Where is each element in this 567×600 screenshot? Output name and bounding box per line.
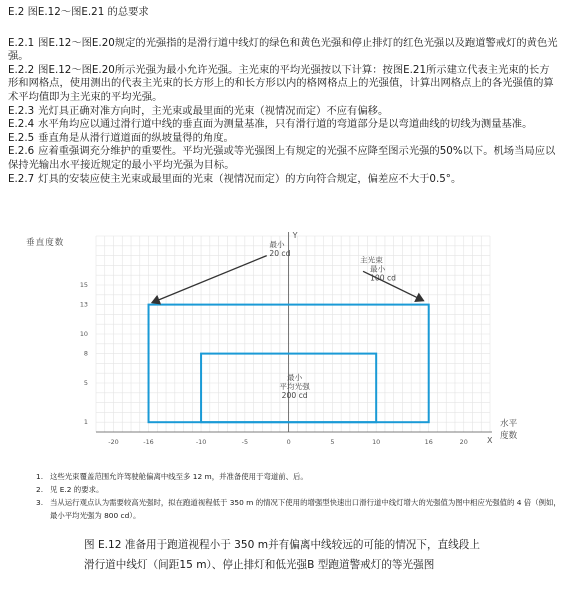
- note-text: 这些光束覆盖范围允许驾驶舱偏离中线至多 12 m，并准备使用于弯道前、后。: [50, 472, 308, 481]
- paragraph-number: E.2.7: [8, 172, 35, 185]
- paragraph-text: 垂直角是从滑行道道面的纵坡量得的角度。: [38, 131, 234, 144]
- notes-list: [36, 470, 561, 522]
- x-axis-letter: X: [487, 436, 493, 445]
- note-number: 2.: [36, 485, 44, 494]
- annotation-text: 最小: [370, 264, 386, 274]
- paragraph: [8, 64, 559, 105]
- paragraph-number: E.2.5: [8, 131, 35, 144]
- caption-line-2: 滑行道中线灯（间距15 m）、停止排灯和低光强B 型跑道警戒灯的等光强图: [84, 559, 435, 571]
- paragraph: [8, 132, 559, 146]
- x-tick-label: 16: [424, 438, 433, 446]
- note-text: 见 E.2 的要求。: [50, 485, 104, 494]
- note-number: 1.: [36, 472, 44, 481]
- x-tick-label: -16: [143, 438, 154, 446]
- note-item: [36, 496, 561, 522]
- x-tick-label: -5: [241, 438, 249, 446]
- annotation-text: 最小: [287, 373, 303, 383]
- paragraph-text: 灯具的安装应使主光束或最里面的光束（视情况而定）的方向符合规定，偏差应不大于0.5°。: [38, 172, 462, 185]
- x-tick-label: -20: [108, 438, 119, 446]
- annotation-text: 平均光强: [279, 382, 310, 392]
- note-item: [36, 470, 561, 483]
- paragraph: [8, 173, 559, 187]
- paragraph-text: 水平角均应以通过滑行道中线的垂直面为测量基准，只有滑行道的弯道部分是以弯道曲线的切线为测量基准。: [38, 118, 533, 131]
- annotation-text: 200 cd: [281, 391, 308, 401]
- paragraph-text: 光灯具正确对准方向时，主光束或最里面的光束（视情况而定）不应有偏移。: [38, 104, 389, 117]
- paragraph-list: [8, 37, 559, 187]
- paragraph-text: 图E.12～图E.20所示光强为最小允许光强。主光束的平均光强按以下计算：按图E.21所示建立代表主光束的长方形和网格点，使用测出的代表主光束的长方形上的和长方形以内的格网格点上的光强值，计算出网格点上的各光强值的算术平均值即为主光束的平均光强。: [8, 63, 554, 103]
- paragraph-number: E.2.6: [8, 145, 35, 158]
- y-tick-label: 1: [83, 418, 88, 427]
- x-tick-label: 0: [286, 438, 291, 446]
- y-tick-label: 5: [83, 379, 88, 387]
- note-number: 3.: [36, 498, 44, 507]
- y-tick-label: 8: [83, 349, 88, 358]
- y-axis-letter: Y: [292, 231, 298, 240]
- note-text: 当从运行观点认为需要较高光强时，拟在跑道视程低于 350 m 的情况下使用的增强型快速出口滑行道中线灯增大的光强值为图中相应光强值的 4 倍（例如，最小平均光强为 800 cd）。: [50, 498, 561, 520]
- y-tick-label: 15: [79, 281, 88, 289]
- figure-caption: [0, 535, 567, 575]
- document-body: [8, 6, 559, 186]
- paragraph: [8, 145, 559, 172]
- annotation-text: 最小: [269, 239, 285, 249]
- paragraph-number: E.2.2: [8, 63, 35, 76]
- annotation-text: 20 cd: [269, 248, 291, 258]
- chart-svg: [0, 226, 567, 456]
- paragraph-number: E.2.3: [8, 104, 35, 117]
- isocandela-chart: [0, 226, 567, 456]
- annotation-text: 100 cd: [370, 273, 396, 283]
- annotation-text: 主光束: [360, 255, 383, 265]
- paragraph: [8, 37, 559, 64]
- x-tick-label: 5: [330, 438, 335, 446]
- caption-line-1: 图 E.12 准备用于跑道视程小于 350 m并有偏离中线较远的可能的情况下，直线段上: [84, 539, 480, 551]
- x-axis-title-line2: 度数: [500, 431, 518, 441]
- y-axis-title: 垂直度数: [26, 238, 65, 248]
- x-tick-label: 20: [459, 438, 468, 446]
- paragraph-text: 应着重强调充分维护的重要性。平均光强或等光强图上有规定的光强不应降至图示光强的50%以下。机场当局应以保持光输出水平接近规定的最小平均光强为目标。: [8, 145, 556, 171]
- section-heading: E.2 图E.12～图E.21 的总要求: [8, 6, 149, 18]
- y-tick-label: 13: [79, 300, 88, 309]
- x-tick-label: 10: [372, 438, 381, 446]
- paragraph-number: E.2.1: [8, 36, 35, 49]
- paragraph-number: E.2.4: [8, 118, 35, 131]
- paragraph: [8, 105, 559, 119]
- paragraph: [8, 118, 559, 132]
- x-axis-title-line1: 水平: [500, 419, 518, 429]
- x-tick-label: -10: [195, 438, 207, 446]
- annotation-arrow-1: [152, 256, 267, 303]
- note-item: [36, 483, 561, 496]
- y-tick-label: 10: [79, 330, 88, 338]
- paragraph-text: 图E.12～图E.20规定的光强指的是滑行道中线灯的绿色和黄色光强和停止排灯的红色光强以及跑道警戒灯的黄色光强。: [8, 36, 558, 63]
